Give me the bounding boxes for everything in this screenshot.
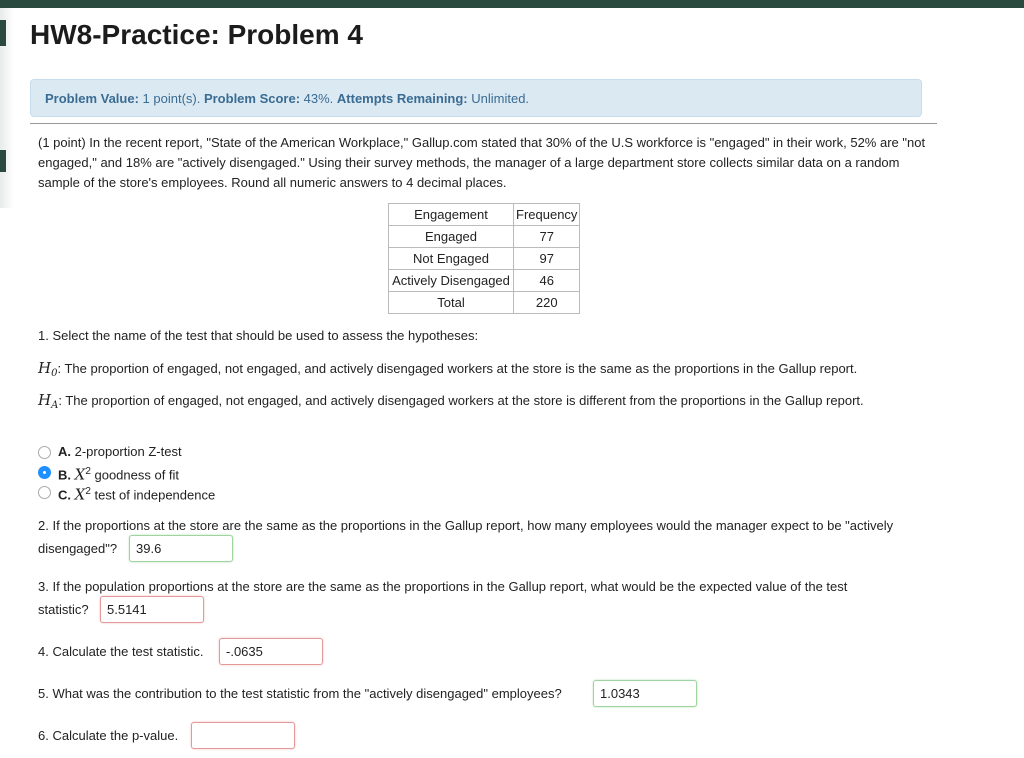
question-2-line-2: disengaged"? — [38, 541, 118, 556]
score-text: 43%. — [300, 91, 337, 106]
radio-option-a[interactable] — [38, 446, 51, 459]
table-row — [389, 226, 580, 248]
null-hypothesis — [38, 359, 857, 379]
table-header-row — [389, 204, 580, 226]
problem-intro: (1 point) In the recent report, "State of the American Workplace," Gallup.com stated that 30% of the U.S workforce is "engaged" in their work, 52% are "not engaged," and 18% are "actively disengaged." Using their survey methods, the manager of a large department store collects similar data on a random sample of the store's employees. Round all numeric answers to 4 decimal places. — [38, 135, 926, 190]
chi-symbol: X — [74, 485, 86, 504]
question-2-line-1: 2. If the proportions at the store are the same as the proportions in the Gallup report, how many employees would the manager expect to be "actively — [38, 518, 894, 533]
question-4-text: 4. Calculate the test statistic. — [38, 644, 204, 659]
table-cell: Not Engaged — [389, 248, 514, 270]
radio-option-c[interactable] — [38, 486, 51, 499]
top-bar — [0, 0, 1024, 8]
table-row — [389, 292, 580, 314]
value-label: Problem Value: — [45, 91, 139, 106]
question-5-text: 5. What was the contribution to the test statistic from the "actively disengaged" employees? — [38, 686, 562, 701]
table-cell: 77 — [514, 226, 580, 248]
frequency-table — [388, 203, 580, 314]
h0-symbol: H — [38, 359, 52, 377]
question-1-text: 1. Select the name of the test that should be used to assess the hypotheses: — [38, 328, 479, 343]
ha-text: : The proportion of engaged, not engaged, and actively disengaged workers at the store is different from the proportions in the Gallup report. — [58, 393, 864, 408]
option-c-label — [58, 482, 215, 505]
answer-2-input[interactable] — [129, 535, 233, 562]
table-cell: Actively Disengaged — [389, 270, 514, 292]
question-6-text: 6. Calculate the p-value. — [38, 728, 179, 743]
question-3-line-2: statistic? — [38, 602, 89, 617]
option-a-label — [58, 442, 182, 462]
table-cell: 97 — [514, 248, 580, 270]
alternative-hypothesis — [38, 391, 864, 411]
table-row — [389, 270, 580, 292]
h0-text: : The proportion of engaged, not engaged, and actively disengaged workers at the store is the same as the proportions in the Gallup report. — [57, 361, 858, 376]
chi-superscript: 2 — [85, 466, 91, 477]
value-text: 1 point(s). — [138, 91, 204, 106]
option-letter: B. — [58, 467, 71, 483]
table-cell: 220 — [514, 292, 580, 314]
attempts-text: Unlimited. — [467, 91, 530, 106]
page-title: HW8-Practice: Problem 4 — [30, 19, 363, 50]
answer-3-input[interactable] — [100, 596, 204, 623]
chi-symbol: X — [74, 465, 86, 484]
score-label: Problem Score: — [203, 91, 301, 106]
option-text: 2-proportion Z-test — [74, 444, 182, 459]
chi-superscript: 2 — [85, 486, 91, 497]
table-cell: Total — [389, 292, 514, 314]
attempts-label: Attempts Remaining: — [336, 91, 468, 106]
table-row — [389, 248, 580, 270]
answer-4-input[interactable] — [219, 638, 323, 665]
left-edge-marker — [0, 150, 6, 172]
table-header: Engagement — [389, 204, 514, 226]
option-letter: A. — [58, 444, 71, 459]
table-cell: Engaged — [389, 226, 514, 248]
h0-subscript: 0 — [51, 368, 58, 379]
question-3-line-1: 3. If the population proportions at the store are the same as the proportions in the Gallup report, what would be the expected value of the test — [38, 579, 848, 594]
ha-symbol: H — [38, 391, 52, 409]
answer-6-input[interactable] — [191, 722, 295, 749]
option-text: test of independence — [90, 487, 216, 503]
problem-info-box — [30, 79, 922, 117]
table-header: Frequency — [514, 204, 580, 226]
ha-subscript: A — [51, 400, 59, 411]
table-cell: 46 — [514, 270, 580, 292]
option-text: goodness of fit — [90, 467, 180, 483]
radio-option-b-selected[interactable] — [38, 466, 51, 479]
divider — [30, 123, 937, 124]
option-letter: C. — [58, 487, 71, 503]
answer-5-input[interactable] — [593, 680, 697, 707]
left-edge-marker — [0, 20, 6, 46]
